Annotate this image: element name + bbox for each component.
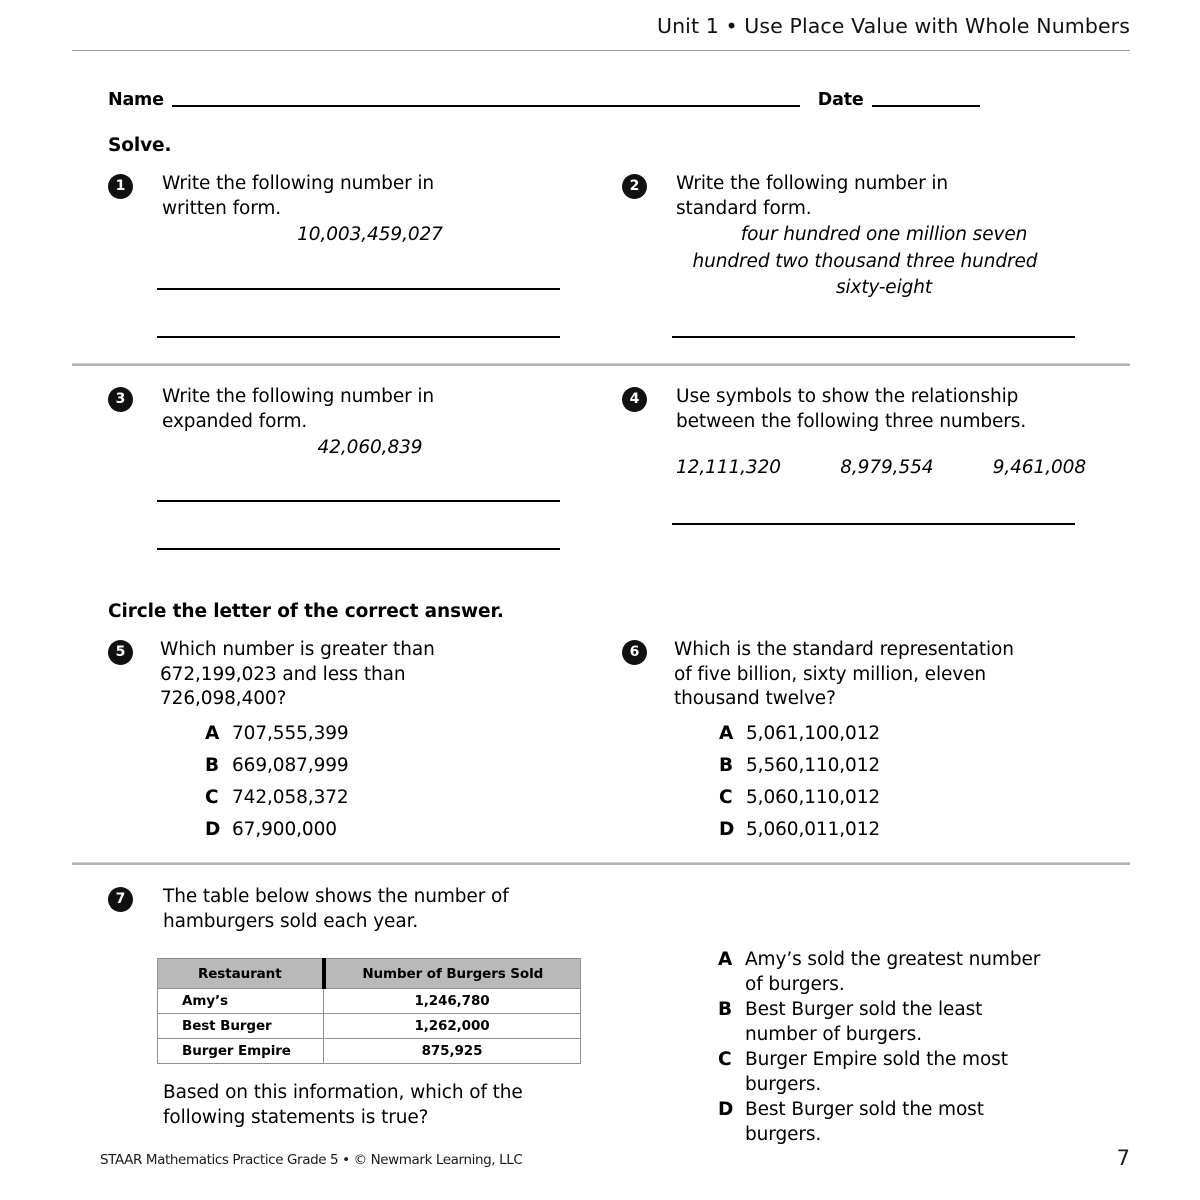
question-2-given-line3: sixty-eight — [835, 277, 933, 298]
choice-letter: B — [719, 754, 734, 776]
header-divider — [72, 50, 1130, 51]
choice-letter: B — [718, 999, 733, 1020]
question-7 — [108, 885, 608, 934]
question-4-number: 4 — [622, 387, 647, 412]
page-header — [72, 14, 1130, 50]
page-number: 7 — [1116, 1146, 1130, 1170]
question-4 — [622, 385, 1092, 481]
choice-text-line2: number of burgers. — [745, 1023, 922, 1045]
table-cell-restaurant: Burger Empire — [158, 1039, 324, 1064]
question-7-choices — [718, 948, 1118, 1148]
table-cell-restaurant: Amy’s — [158, 989, 324, 1014]
table-body — [158, 989, 581, 1064]
question-7-followup — [163, 1081, 623, 1130]
question-2-prompt-line1: Write the following number in — [676, 173, 949, 194]
question-1-number: 1 — [108, 174, 133, 199]
question-6-prompt-line3: thousand twelve? — [674, 688, 836, 709]
choice-text: 5,560,110,012 — [746, 754, 881, 776]
question-7-followup-line1: Based on this information, which of the — [163, 1082, 523, 1103]
question-4-answer-line-1[interactable] — [672, 523, 1075, 525]
table-row — [158, 989, 581, 1014]
choice-letter: B — [205, 754, 220, 776]
question-3-number: 3 — [108, 387, 133, 412]
footer-credit: STAAR Mathematics Practice Grade 5 • © Newmark Learning, LLC — [100, 1152, 523, 1168]
direction-circle-answer: Circle the letter of the correct answer. — [108, 601, 504, 622]
question-7-choice-c[interactable] — [718, 1048, 1118, 1097]
burgers-sold-table — [157, 958, 581, 1064]
choice-letter: C — [718, 1049, 732, 1070]
choice-text: 707,555,399 — [232, 722, 349, 744]
question-6-choices — [719, 722, 1122, 842]
question-5-choice-d[interactable] — [205, 818, 598, 842]
table-header-row — [158, 959, 581, 989]
choice-text-line2: burgers. — [745, 1073, 822, 1095]
question-5-prompt-line3: 726,098,400? — [160, 688, 287, 709]
choice-text-line1: Amy’s sold the greatest number — [745, 949, 1041, 970]
section-divider-1 — [72, 363, 1130, 366]
choice-text: 5,061,100,012 — [746, 722, 881, 744]
question-5-choice-b[interactable] — [205, 754, 598, 778]
question-5 — [108, 638, 598, 850]
table-header — [158, 959, 581, 989]
question-1-prompt-line1: Write the following number in — [162, 173, 435, 194]
question-2-prompt-line2: standard form. — [676, 197, 812, 219]
question-4-prompt-line1: Use symbols to show the relationship — [676, 386, 1019, 407]
question-5-choices — [205, 722, 598, 842]
direction-solve: Solve. — [108, 135, 172, 156]
choice-text: 67,900,000 — [232, 818, 337, 840]
choice-letter: C — [719, 786, 733, 808]
date-label: Date — [817, 90, 864, 110]
question-5-number: 5 — [108, 640, 133, 665]
question-4-number-2: 8,979,554 — [840, 457, 934, 478]
question-5-prompt-line1: Which number is greater than — [160, 639, 435, 660]
question-3-given-number: 42,060,839 — [317, 437, 423, 458]
question-3-answer-line-2[interactable] — [157, 548, 560, 550]
question-6-prompt-line2: of five billion, sixty million, eleven — [674, 663, 987, 685]
choice-text-line2: of burgers. — [745, 973, 845, 995]
question-4-number-3: 9,461,008 — [992, 457, 1086, 478]
question-5-choice-c[interactable] — [205, 786, 598, 810]
choice-letter: D — [719, 818, 735, 840]
date-input-line[interactable] — [872, 105, 980, 107]
table-cell-burgers: 875,925 — [324, 1039, 581, 1064]
choice-text-line2: burgers. — [745, 1123, 822, 1145]
unit-title: Unit 1 • Use Place Value with Whole Numbers — [656, 14, 1130, 38]
choice-letter: A — [205, 722, 220, 744]
section-divider-2 — [72, 862, 1130, 865]
name-label: Name — [108, 90, 164, 110]
choice-letter: D — [205, 818, 221, 840]
question-6-choice-c[interactable] — [719, 786, 1122, 810]
question-7-prompt-line1: The table below shows the number of — [163, 886, 509, 907]
question-1-given-number: 10,003,459,027 — [297, 224, 443, 245]
choice-letter: D — [718, 1099, 734, 1120]
table-cell-burgers: 1,246,780 — [324, 989, 581, 1014]
question-7-choice-d[interactable] — [718, 1098, 1118, 1147]
question-7-number: 7 — [108, 887, 133, 912]
question-1-answer-line-1[interactable] — [157, 288, 560, 290]
choice-letter: A — [718, 949, 733, 970]
question-2-number: 2 — [622, 174, 647, 199]
question-7-prompt-line2: hamburgers sold each year. — [163, 910, 419, 932]
choice-text-line1: Best Burger sold the most — [745, 1099, 984, 1120]
name-input-line[interactable] — [172, 105, 800, 107]
choice-text: 5,060,110,012 — [746, 786, 881, 808]
question-6-number: 6 — [622, 640, 647, 665]
question-6 — [622, 638, 1122, 850]
table-header-burgers-sold: Number of Burgers Sold — [324, 959, 581, 989]
question-3-prompt-line2: expanded form. — [162, 410, 308, 432]
question-5-prompt-line2: 672,199,023 and less than — [160, 663, 406, 685]
name-date-row — [108, 83, 1118, 111]
question-3-prompt-line1: Write the following number in — [162, 386, 435, 407]
question-4-number-1: 12,111,320 — [676, 457, 781, 478]
table-cell-restaurant: Best Burger — [158, 1014, 324, 1039]
table-row — [158, 1014, 581, 1039]
question-4-prompt-line2: between the following three numbers. — [676, 410, 1027, 432]
choice-text-line1: Burger Empire sold the most — [745, 1049, 1008, 1070]
question-2-answer-line-1[interactable] — [672, 336, 1075, 338]
question-1-answer-line-2[interactable] — [157, 336, 560, 338]
question-3 — [108, 385, 578, 461]
table-row — [158, 1039, 581, 1064]
question-6-choice-b[interactable] — [719, 754, 1122, 778]
question-2-given-line2: hundred two thousand three hundred — [692, 250, 1038, 272]
question-7-choice-a[interactable] — [718, 948, 1118, 997]
question-1-prompt-line2: written form. — [162, 197, 282, 219]
choice-letter: A — [719, 722, 734, 744]
choice-text: 5,060,011,012 — [746, 818, 881, 840]
choice-text: 669,087,999 — [232, 754, 349, 776]
table-header-restaurant: Restaurant — [158, 959, 324, 989]
choice-letter: C — [205, 786, 219, 808]
question-6-choice-a[interactable] — [719, 722, 1122, 746]
question-6-prompt-line1: Which is the standard representation — [674, 639, 1014, 660]
question-7-choice-b[interactable] — [718, 998, 1118, 1047]
question-1 — [108, 172, 578, 248]
question-7-followup-line2: following statements is true? — [163, 1106, 429, 1128]
table-cell-burgers: 1,262,000 — [324, 1014, 581, 1039]
question-5-choice-a[interactable] — [205, 722, 598, 746]
choice-text-line1: Best Burger sold the least — [745, 999, 983, 1020]
question-6-choice-d[interactable] — [719, 818, 1122, 842]
choice-text: 742,058,372 — [232, 786, 349, 808]
question-2 — [622, 172, 1092, 301]
question-4-given-numbers — [676, 456, 1086, 481]
question-2-given-line1: four hundred one million seven — [740, 224, 1028, 245]
question-3-answer-line-1[interactable] — [157, 500, 560, 502]
